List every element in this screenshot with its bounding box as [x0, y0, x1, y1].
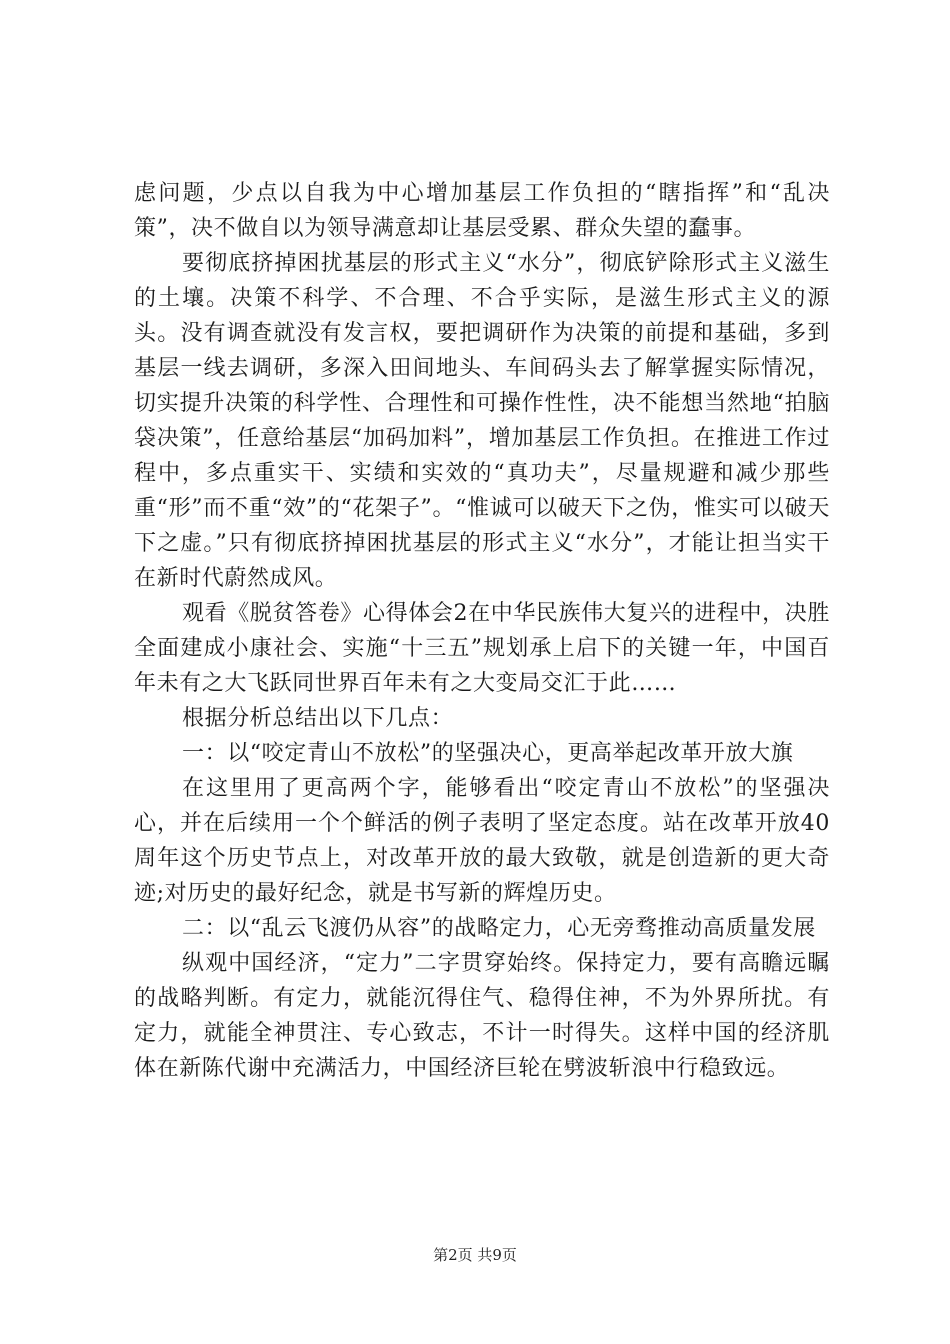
- paragraph: 在这里用了更高两个字，能够看出“咬定青山不放松”的坚强决心，并在后续用一个个鲜活的例子表明了坚定态度。站在改革开放40周年这个历史节点上，对改革开放的最大致敬，就是创造新的更大奇迹;对历史的最好纪念，就是书写新的辉煌历史。: [134, 776, 830, 906]
- document-body: [134, 176, 830, 1086]
- paragraph: 观看《脱贫答卷》心得体会2在中华民族伟大复兴的进程中，决胜全面建成小康社会、实施“十三五”规划承上启下的关键一年，中国百年未有之大飞跃同世界百年未有之大变局交汇于此……: [134, 601, 830, 696]
- section-heading: 一：以“咬定青山不放松”的坚强决心，更高举起改革开放大旗: [182, 741, 794, 766]
- paragraph: 虑问题，少点以自我为中心增加基层工作负担的“瞎指挥”和“乱决策”，决不做自以为领导满意却让基层受累、群众失望的蠢事。: [134, 181, 830, 241]
- page-number-footer: 第2页 共9页: [433, 1246, 517, 1264]
- paragraph: 根据分析总结出以下几点：: [182, 706, 454, 731]
- paragraph: 纵观中国经济，“定力”二字贯穿始终。保持定力，要有高瞻远瞩的战略判断。有定力，就能沉得住气、稳得住神，不为外界所扰。有定力，就能全神贯注、专心致志，不计一时得失。这样中国的经济肌体在新陈代谢中充满活力，中国经济巨轮在劈波斩浪中行稳致远。: [134, 951, 830, 1081]
- paragraph: 要彻底挤掉困扰基层的形式主义“水分”，彻底铲除形式主义滋生的土壤。决策不科学、不合理、不合乎实际，是滋生形式主义的源头。没有调查就没有发言权，要把调研作为决策的前提和基础，多到基层一线去调研，多深入田间地头、车间码头去了解掌握实际情况，切实提升决策的科学性、合理性和可操作性性，决不能想当然地“拍脑袋决策”，任意给基层“加码加料”，增加基层工作负担。在推进工作过程中，多点重实干、实绩和实效的“真功夫”，尽量规避和减少那些重“形”而不重“效”的“花架子”。“惟诚可以破天下之伪，惟实可以破天下之虚。”只有彻底挤掉困扰基层的形式主义“水分”，才能让担当实干在新时代蔚然成风。: [134, 251, 830, 591]
- section-heading: 二：以“乱云飞渡仍从容”的战略定力，心无旁骛推动高质量发展: [182, 916, 816, 941]
